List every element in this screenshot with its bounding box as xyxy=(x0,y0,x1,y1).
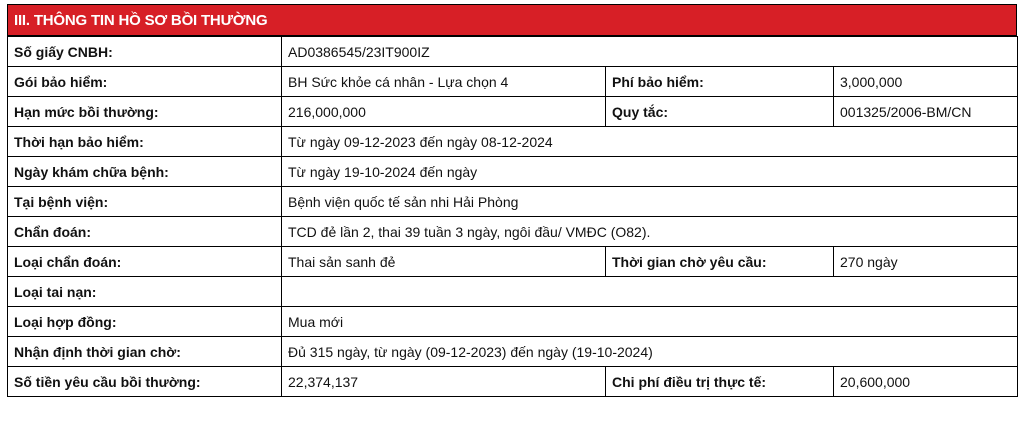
table-row xyxy=(8,67,1018,97)
label-diagnosis-type: Loại chẩn đoán: xyxy=(8,247,282,277)
table-row xyxy=(8,367,1018,397)
value-contract-type: Mua mới xyxy=(282,307,1018,337)
label-insurance-package: Gói bảo hiểm: xyxy=(8,67,282,97)
table-row xyxy=(8,247,1018,277)
value-waiting-period-assessment: Đủ 315 ngày, từ ngày (09-12-2023) đến ngày (19-10-2024) xyxy=(282,337,1018,367)
label-actual-treatment-cost: Chi phí điều trị thực tế: xyxy=(606,367,834,397)
table-row xyxy=(8,217,1018,247)
label-certificate-number: Số giấy CNBH: xyxy=(8,37,282,67)
value-diagnosis: TCD đẻ lần 2, thai 39 tuần 3 ngày, ngôi đầu/ VMĐC (O82). xyxy=(282,217,1018,247)
table-row xyxy=(8,127,1018,157)
value-claim-limit: 216,000,000 xyxy=(282,97,606,127)
label-waiting-period-required: Thời gian chờ yêu cầu: xyxy=(606,247,834,277)
claim-info-section xyxy=(7,0,1017,433)
claim-info-table xyxy=(7,36,1018,397)
value-treatment-date: Từ ngày 19-10-2024 đến ngày xyxy=(282,157,1018,187)
value-insurance-period: Từ ngày 09-12-2023 đến ngày 08-12-2024 xyxy=(282,127,1018,157)
label-contract-type: Loại hợp đồng: xyxy=(8,307,282,337)
table-row xyxy=(8,277,1018,307)
label-premium: Phí bảo hiểm: xyxy=(606,67,834,97)
label-hospital: Tại bệnh viện: xyxy=(8,187,282,217)
value-hospital: Bệnh viện quốc tế sản nhi Hải Phòng xyxy=(282,187,1018,217)
value-actual-treatment-cost: 20,600,000 xyxy=(834,367,1018,397)
value-accident-type xyxy=(282,277,1018,307)
value-certificate-number: AD0386545/23IT900IZ xyxy=(282,37,1018,67)
table-row xyxy=(8,187,1018,217)
value-premium: 3,000,000 xyxy=(834,67,1018,97)
value-claim-amount: 22,374,137 xyxy=(282,367,606,397)
value-insurance-package: BH Sức khỏe cá nhân - Lựa chọn 4 xyxy=(282,67,606,97)
label-claim-amount: Số tiền yêu cầu bồi thường: xyxy=(8,367,282,397)
label-waiting-period-assessment: Nhận định thời gian chờ: xyxy=(8,337,282,367)
table-row xyxy=(8,97,1018,127)
table-row xyxy=(8,157,1018,187)
value-rules: 001325/2006-BM/CN xyxy=(834,97,1018,127)
section-header: III. THÔNG TIN HỒ SƠ BỒI THƯỜNG xyxy=(7,4,1017,36)
label-diagnosis: Chẩn đoán: xyxy=(8,217,282,247)
value-diagnosis-type: Thai sản sanh đẻ xyxy=(282,247,606,277)
value-waiting-period-required: 270 ngày xyxy=(834,247,1018,277)
table-row xyxy=(8,37,1018,67)
label-insurance-period: Thời hạn bảo hiểm: xyxy=(8,127,282,157)
table-row xyxy=(8,337,1018,367)
label-treatment-date: Ngày khám chữa bệnh: xyxy=(8,157,282,187)
label-claim-limit: Hạn mức bồi thường: xyxy=(8,97,282,127)
table-row xyxy=(8,307,1018,337)
label-rules: Quy tắc: xyxy=(606,97,834,127)
label-accident-type: Loại tai nạn: xyxy=(8,277,282,307)
